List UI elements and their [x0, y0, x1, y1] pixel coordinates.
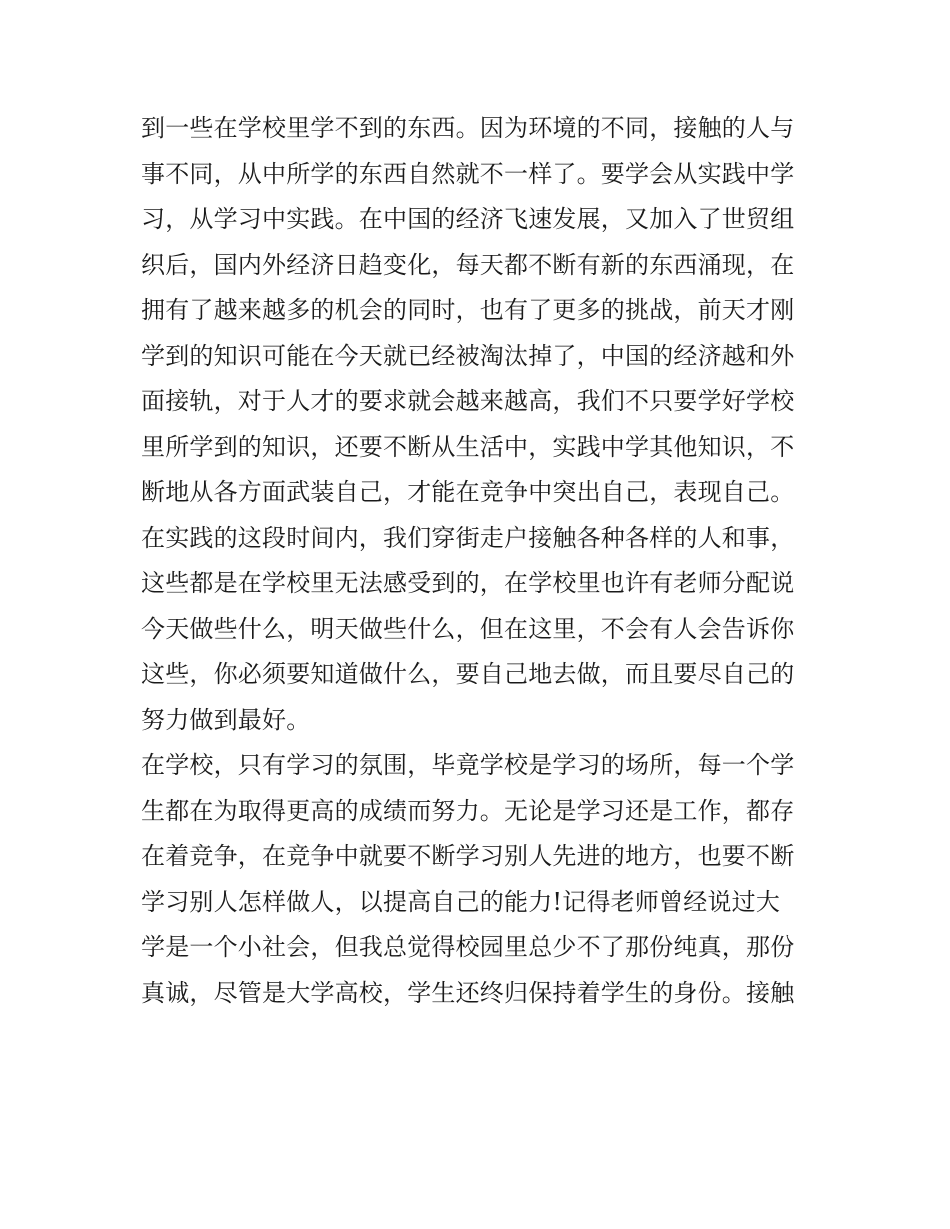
text-line: 织后，国内外经济日趋变化，每天都不断有新的东西涌现，在 — [141, 250, 795, 279]
text-line: 努力做到最好。 — [141, 705, 311, 734]
text-line: 学习别人怎样做人，以提高自己的能力!记得老师曾经说过大 — [141, 887, 781, 916]
body-text — [141, 106, 813, 1016]
text-line: 拥有了越来越多的机会的同时，也有了更多的挑战，前天才刚 — [141, 296, 795, 324]
text-line: 在着竞争，在竞争中就要不断学习别人先进的地方，也要不断 — [141, 842, 795, 870]
text-line: 这些，你必须要知道做什么，要自己地去做，而且要尽自己的 — [141, 660, 795, 688]
text-line: 里所学到的知识，还要不断从生活中，实践中学其他知识，不 — [141, 432, 795, 461]
text-line: 习，从学习中实践。在中国的经济飞速发展，又加入了世贸组 — [141, 205, 795, 233]
text-line: 断地从各方面武装自己，才能在竞争中突出自己，表现自己。 — [141, 478, 795, 506]
text-line: 事不同，从中所学的东西自然就不一样了。要学会从实践中学 — [141, 159, 795, 188]
text-line: 到一些在学校里学不到的东西。因为环境的不同，接触的人与 — [141, 114, 795, 142]
text-line: 真诚，尽管是大学高校，学生还终归保持着学生的身份。接触 — [141, 978, 795, 1007]
text-line: 学到的知识可能在今天就已经被淘汰掉了，中国的经济越和外 — [141, 341, 795, 370]
text-line: 在学校，只有学习的氛围，毕竟学校是学习的场所，每一个学 — [141, 751, 795, 779]
text-line: 今天做些什么，明天做些什么，但在这里，不会有人会告诉你 — [141, 614, 795, 643]
text-line: 学是一个小社会，但我总觉得校园里总少不了那份纯真，那份 — [141, 933, 795, 961]
text-line: 在实践的这段时间内，我们穿街走户接触各种各样的人和事， — [141, 523, 795, 552]
text-line: 生都在为取得更高的成绩而努力。无论是学习还是工作，都存 — [141, 796, 795, 825]
text-line: 这些都是在学校里无法感受到的，在学校里也许有老师分配说 — [141, 569, 795, 597]
text-line: 面接轨，对于人才的要求就会越来越高，我们不只要学好学校 — [141, 387, 795, 415]
